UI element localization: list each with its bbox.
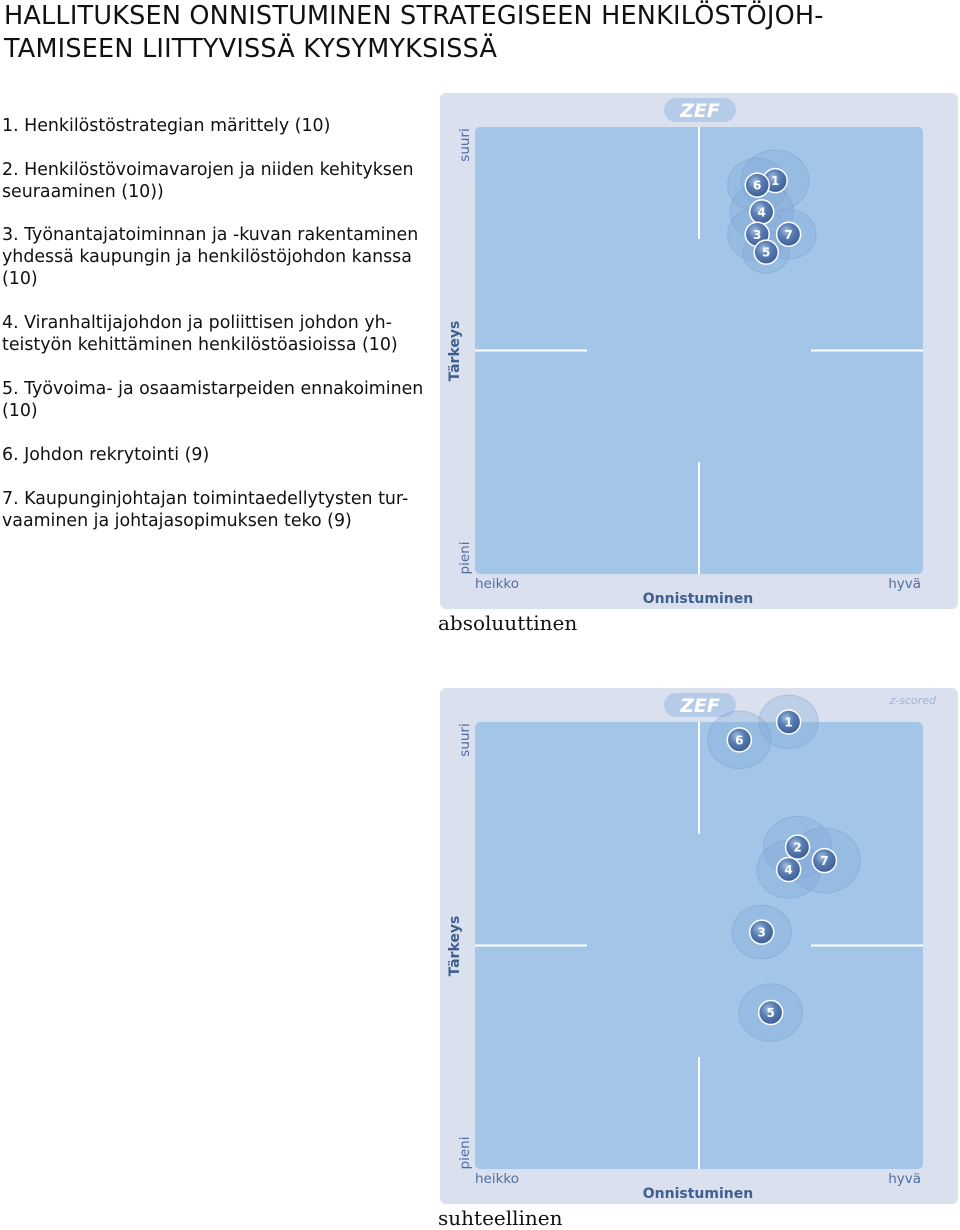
data-point-label: 5 bbox=[762, 245, 771, 260]
question-line: 1. Henkilöstöstrategian märittely (10) bbox=[2, 116, 331, 136]
question-line: vaaminen ja johtajasopimuksen teko (9) bbox=[2, 511, 352, 531]
data-point-label: 4 bbox=[757, 205, 766, 220]
zef-logo-text: ZEF bbox=[680, 695, 720, 717]
data-point-label: 1 bbox=[784, 715, 793, 730]
data-point-label: 5 bbox=[766, 1006, 775, 1021]
data-point-4[interactable] bbox=[750, 200, 774, 224]
question-line: (10) bbox=[2, 269, 38, 289]
question-item bbox=[2, 159, 442, 203]
question-item bbox=[2, 444, 442, 466]
data-point-label: 6 bbox=[735, 733, 744, 748]
data-point-5[interactable] bbox=[759, 1001, 783, 1025]
question-line: 6. Johdon rekrytointi (9) bbox=[2, 445, 210, 465]
x-axis-high-label: hyvä bbox=[888, 1171, 921, 1187]
scatter-chart-svg bbox=[440, 688, 958, 1204]
question-line: 7. Kaupunginjohtajan toimintaedellytysten tur- bbox=[2, 489, 409, 509]
data-point-3[interactable] bbox=[750, 920, 774, 944]
zef-logo-text: ZEF bbox=[680, 100, 720, 122]
title-line-2: TAMISEEN LIITTYVISSÄ KYSYMYKSISSÄ bbox=[4, 34, 498, 64]
chart-relative bbox=[440, 688, 958, 1204]
data-point-label: 1 bbox=[770, 174, 780, 189]
x-axis-high-label: hyvä bbox=[888, 576, 921, 592]
z-scored-note: z-scored bbox=[889, 694, 936, 707]
question-line: 4. Viranhaltijajohdon ja poliittisen johdon yh- bbox=[2, 313, 392, 333]
y-axis-title: Tärkeys bbox=[447, 320, 463, 382]
chart-absolute bbox=[440, 93, 958, 609]
y-axis-high-label: suuri bbox=[457, 723, 473, 757]
data-point-4[interactable] bbox=[777, 858, 801, 882]
data-point-label: 4 bbox=[784, 863, 793, 878]
question-item bbox=[2, 488, 442, 532]
x-axis-title: Onnistuminen bbox=[642, 1186, 754, 1202]
question-item bbox=[2, 312, 442, 356]
x-axis-low-label: heikko bbox=[475, 576, 520, 592]
data-point-1[interactable] bbox=[777, 710, 801, 734]
data-point-label: 3 bbox=[753, 227, 762, 242]
chart-caption-absolute: absoluuttinen bbox=[438, 611, 578, 635]
chart-caption-relative: suhteellinen bbox=[438, 1206, 563, 1230]
data-point-label: 7 bbox=[820, 854, 829, 869]
question-item bbox=[2, 115, 442, 137]
data-point-5[interactable] bbox=[754, 240, 778, 264]
page-title bbox=[4, 0, 954, 66]
question-line: 3. Työnantajatoiminnan ja -kuvan rakentaminen bbox=[2, 225, 419, 245]
data-point-6[interactable] bbox=[745, 173, 769, 197]
data-point-label: 2 bbox=[793, 840, 802, 855]
x-axis-low-label: heikko bbox=[475, 1171, 520, 1187]
y-axis-high-label: suuri bbox=[457, 128, 473, 162]
data-point-7[interactable] bbox=[812, 849, 836, 873]
data-point-7[interactable] bbox=[777, 222, 801, 246]
x-axis-title: Onnistuminen bbox=[642, 591, 754, 607]
question-list bbox=[2, 115, 442, 554]
question-line: 5. Työvoima- ja osaamistarpeiden ennakoiminen bbox=[2, 379, 424, 399]
question-line: teistyön kehittäminen henkilöstöasioissa (10) bbox=[2, 335, 398, 355]
question-line: 2. Henkilöstövoimavarojen ja niiden kehityksen bbox=[2, 160, 414, 180]
question-line: seuraaminen (10)) bbox=[2, 182, 164, 202]
title-line-1: HALLITUKSEN ONNISTUMINEN STRATEGISEEN HENKILÖSTÖJOH- bbox=[4, 1, 824, 31]
data-point-6[interactable] bbox=[727, 728, 751, 752]
question-item bbox=[2, 378, 442, 422]
data-point-label: 6 bbox=[753, 178, 762, 193]
data-point-2[interactable] bbox=[786, 835, 810, 859]
data-point-label: 3 bbox=[757, 925, 766, 940]
y-axis-low-label: pieni bbox=[457, 1136, 473, 1170]
data-point-label: 7 bbox=[784, 227, 793, 242]
y-axis-low-label: pieni bbox=[457, 541, 473, 575]
question-item bbox=[2, 224, 442, 290]
question-line: (10) bbox=[2, 401, 38, 421]
scatter-chart-svg bbox=[440, 93, 958, 609]
y-axis-title: Tärkeys bbox=[447, 915, 463, 977]
question-line: yhdessä kaupungin ja henkilöstöjohdon kanssa bbox=[2, 247, 412, 267]
